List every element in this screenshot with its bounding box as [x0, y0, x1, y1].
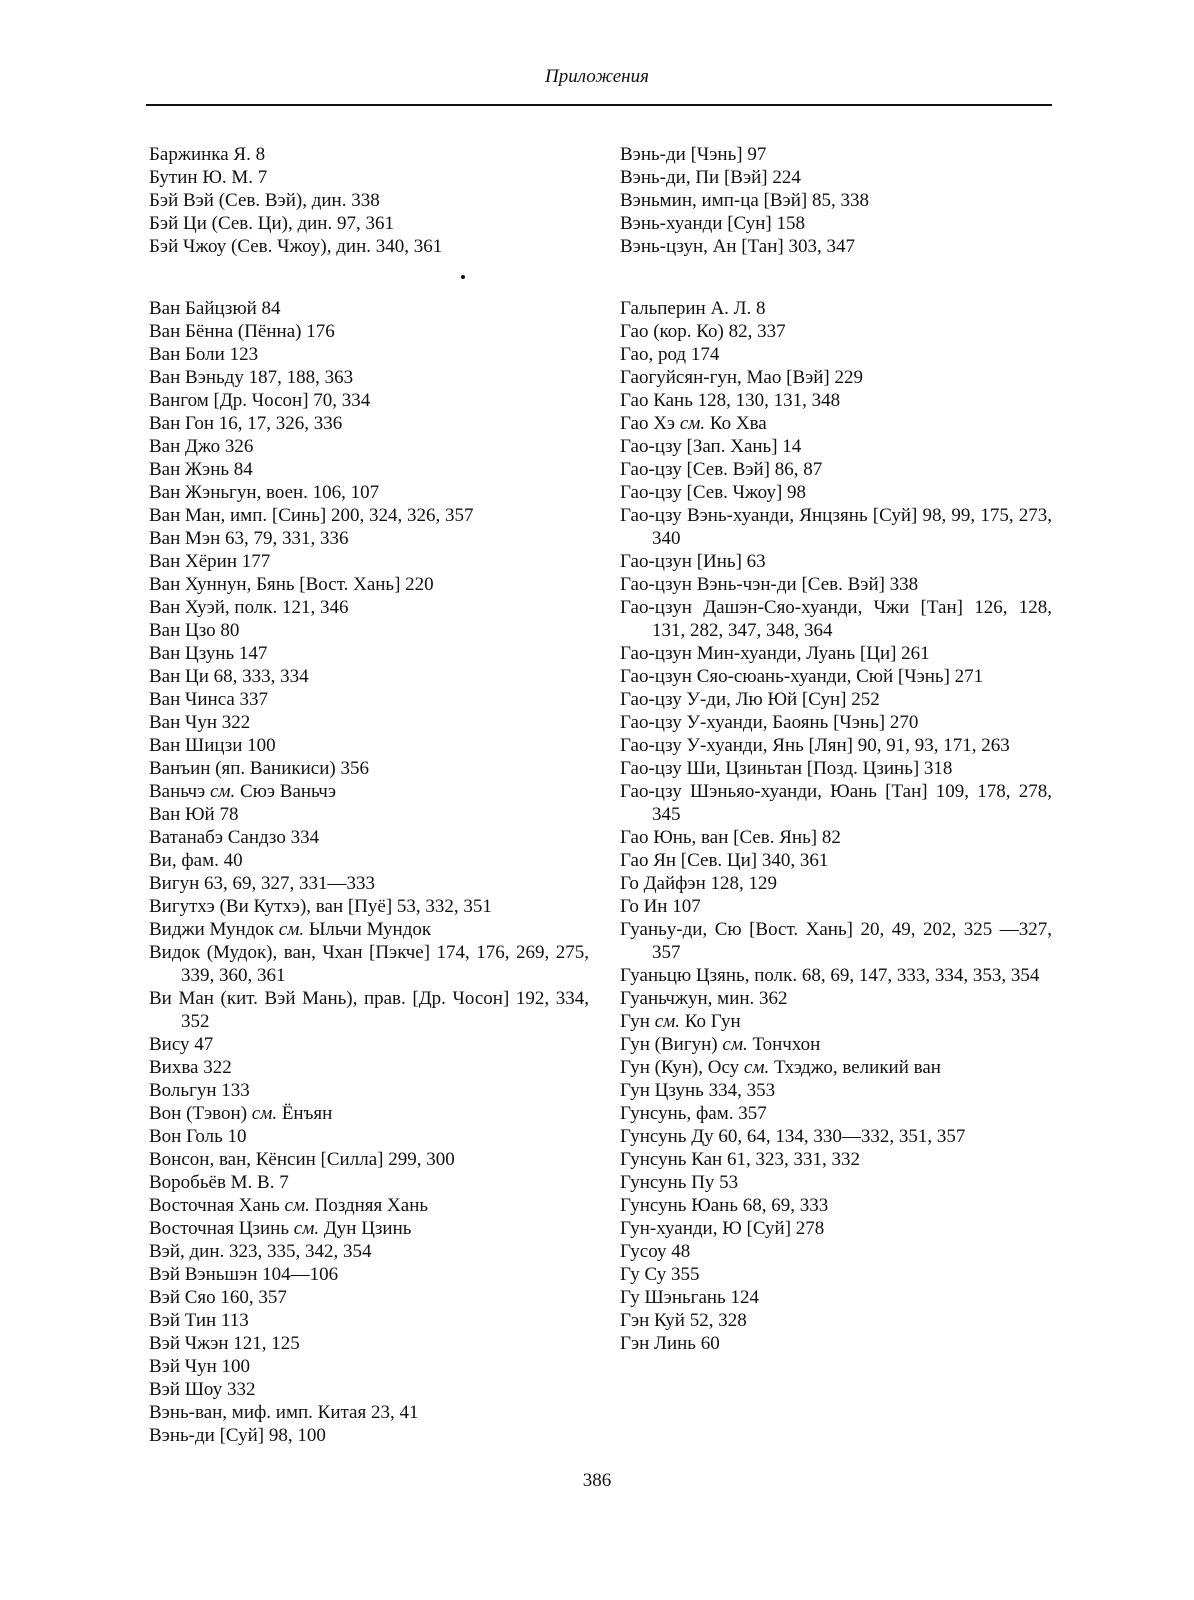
- index-entry: Ван Хуннун, Бянь [Вост. Хань] 220: [149, 574, 434, 595]
- index-entry: Го Дайфэн 128, 129: [620, 873, 778, 894]
- index-entry: Видок (Мудок), ван, Чхан [Пэкче] 174, 176, 269, 275, 339, 360, 361: [149, 942, 589, 986]
- index-entry: Ван Чун 322: [149, 712, 251, 733]
- index-entry: Ван Цзунь 147: [149, 643, 268, 664]
- index-entry: Ван Ци 68, 333, 334: [149, 666, 309, 687]
- index-entry: Вэнь-ди, Пи [Вэй] 224: [620, 167, 801, 188]
- index-entry: Гао Кань 128, 130, 131, 348: [620, 390, 841, 411]
- index-entry: Вон (Тэвон) см. Ёнъян: [149, 1103, 333, 1124]
- index-entry: Гао (кор. Ко) 82, 337: [620, 321, 786, 342]
- index-entry: Ван Гон 16, 17, 326, 336: [149, 413, 343, 434]
- index-entry: Гао-цзу У-хуанди, Янь [Лян] 90, 91, 93, 171, 263: [620, 735, 1010, 756]
- index-entry: Гуаньчжун, мин. 362: [620, 988, 788, 1009]
- index-entry: Гао, род 174: [620, 344, 720, 365]
- left-column-block-2: [149, 297, 589, 1447]
- index-entry: Ван Жэнь 84: [149, 459, 253, 480]
- index-entry: Гун Цзунь 334, 353: [620, 1080, 776, 1101]
- index-entry: Воробьёв М. В. 7: [149, 1172, 289, 1193]
- index-entry: Ван Юй 78: [149, 804, 239, 825]
- stray-dot: [461, 275, 465, 279]
- index-entry: Гао-цзу Шэньяо-хуанди, Юань [Тан] 109, 178, 278, 345: [620, 781, 1052, 825]
- index-entry: Вэнь-ди [Суй] 98, 100: [149, 1425, 326, 1446]
- index-entry: Гао-цзун Дашэн-Сяо-хуанди, Чжи [Тан] 126, 128, 131, 282, 347, 348, 364: [620, 597, 1052, 641]
- right-column: [620, 143, 1052, 258]
- index-entry: Вэньмин, имп-ца [Вэй] 85, 338: [620, 190, 869, 211]
- right-block-1: [620, 143, 1052, 258]
- index-entry: Ви, фам. 40: [149, 850, 243, 871]
- index-entry: Вэнь-цзун, Ан [Тан] 303, 347: [620, 236, 855, 257]
- index-entry: Гао-цзу [Зап. Хань] 14: [620, 436, 802, 457]
- index-entry: Гэн Куй 52, 328: [620, 1310, 747, 1331]
- index-entry: Гун (Вигун) см. Тончхон: [620, 1034, 821, 1055]
- index-entry: Гао-цзун [Инь] 63: [620, 551, 766, 572]
- header-rule: [146, 104, 1052, 106]
- index-entry: Ван Бённа (Пённа) 176: [149, 321, 335, 342]
- index-entry: Гао-цзу Ши, Цзиньтан [Позд. Цзинь] 318: [620, 758, 953, 779]
- index-entry: Ван Джо 326: [149, 436, 254, 457]
- index-entry: Ван Хуэй, полк. 121, 346: [149, 597, 349, 618]
- index-entry: Гао Хэ см. Ко Хва: [620, 413, 767, 434]
- index-entry: Вонсон, ван, Кёнсин [Силла] 299, 300: [149, 1149, 455, 1170]
- index-entry: Гао-цзу У-хуанди, Баоянь [Чэнь] 270: [620, 712, 919, 733]
- index-entry: Гао-цзу У-ди, Лю Юй [Сун] 252: [620, 689, 880, 710]
- right-block-2: [620, 297, 1052, 1355]
- index-entry: Вэй Сяо 160, 357: [149, 1287, 287, 1308]
- index-entry: Ваньчэ см. Сюэ Ваньчэ: [149, 781, 336, 802]
- index-entry: Виджи Мундок см. Ыльчи Мундок: [149, 919, 432, 940]
- index-entry: Ван Цзо 80: [149, 620, 240, 641]
- index-entry: Ван Вэньду 187, 188, 363: [149, 367, 354, 388]
- index-entry: Вэй Чун 100: [149, 1356, 251, 1377]
- index-entry: Бэй Вэй (Сев. Вэй), дин. 338: [149, 190, 380, 211]
- index-entry: Ван Ман, имп. [Синь] 200, 324, 326, 357: [149, 505, 474, 526]
- index-entry: Вихва 322: [149, 1057, 232, 1078]
- index-entry: Вису 47: [149, 1034, 214, 1055]
- index-entry: Бэй Чжоу (Сев. Чжоу), дин. 340, 361: [149, 236, 443, 257]
- index-entry: Гао Ян [Сев. Ци] 340, 361: [620, 850, 829, 871]
- left-block-1: [149, 143, 589, 258]
- index-entry: Вигун 63, 69, 327, 331—333: [149, 873, 376, 894]
- index-entry: Ван Чинса 337: [149, 689, 269, 710]
- index-entry: Гао Юнь, ван [Сев. Янь] 82: [620, 827, 841, 848]
- index-entry: Вигутхэ (Ви Кутхэ), ван [Пуё] 53, 332, 351: [149, 896, 492, 917]
- index-entry: Ван Мэн 63, 79, 331, 336: [149, 528, 349, 549]
- index-entry: Гао-цзу [Сев. Чжоу] 98: [620, 482, 807, 503]
- index-entry: Вэнь-хуанди [Сун] 158: [620, 213, 805, 234]
- index-entry: Ван Хёрин 177: [149, 551, 271, 572]
- index-entry: Гао-цзун Мин-хуанди, Луань [Ци] 261: [620, 643, 930, 664]
- index-entry: Бутин Ю. М. 7: [149, 167, 268, 188]
- index-entry: Гао-цзун Сяо-сюань-хуанди, Сюй [Чэнь] 271: [620, 666, 984, 687]
- index-entry: Ванъин (яп. Ваникиси) 356: [149, 758, 369, 779]
- index-entry: Вангом [Др. Чосон] 70, 334: [149, 390, 371, 411]
- index-entry: Ван Шицзи 100: [149, 735, 276, 756]
- index-entry: Гаогуйсян-гун, Мао [Вэй] 229: [620, 367, 864, 388]
- index-entry: Баржинка Я. 8: [149, 144, 266, 165]
- index-entry: Бэй Ци (Сев. Ци), дин. 97, 361: [149, 213, 394, 234]
- index-entry: Гунсунь Юань 68, 69, 333: [620, 1195, 829, 1216]
- index-entry: Вэй Шоу 332: [149, 1379, 256, 1400]
- index-entry: Вэнь-ван, миф. имп. Китая 23, 41: [149, 1402, 419, 1423]
- page-number: 386: [582, 1470, 612, 1491]
- index-entry: Гао-цзу Вэнь-хуанди, Янцзянь [Суй] 98, 99, 175, 273, 340: [620, 505, 1052, 549]
- index-entry: Гунсунь Пу 53: [620, 1172, 739, 1193]
- index-entry: Ван Байцзюй 84: [149, 298, 281, 319]
- index-entry: Вэй Чжэн 121, 125: [149, 1333, 300, 1354]
- index-entry: Ви Ман (кит. Вэй Мань), прав. [Др. Чосон] 192, 334, 352: [149, 988, 589, 1032]
- running-header: Приложения: [545, 66, 649, 87]
- index-entry: Гун-хуанди, Ю [Суй] 278: [620, 1218, 825, 1239]
- index-entry: Ван Боли 123: [149, 344, 259, 365]
- index-entry: Гу Су 355: [620, 1264, 700, 1285]
- index-entry: Вольгун 133: [149, 1080, 250, 1101]
- index-entry: Гао-цзу [Сев. Вэй] 86, 87: [620, 459, 823, 480]
- index-entry: Гусоу 48: [620, 1241, 691, 1262]
- index-entry: Гунсунь, фам. 357: [620, 1103, 767, 1124]
- index-entry: Гуаньцю Цзянь, полк. 68, 69, 147, 333, 334, 353, 354: [620, 965, 1040, 986]
- index-entry: Ватанабэ Сандзо 334: [149, 827, 320, 848]
- index-entry: Гунсунь Кан 61, 323, 331, 332: [620, 1149, 860, 1170]
- index-entry: Гуаньу-ди, Сю [Вост. Хань] 20, 49, 202, 325 —327, 357: [620, 919, 1052, 963]
- index-entry: Ван Жэньгун, воен. 106, 107: [149, 482, 380, 503]
- index-entry: Гун (Кун), Осу см. Тхэджо, великий ван: [620, 1057, 941, 1078]
- index-entry: Вэй Вэньшэн 104—106: [149, 1264, 339, 1285]
- index-entry: Восточная Хань см. Поздняя Хань: [149, 1195, 429, 1216]
- index-entry: Вон Голь 10: [149, 1126, 247, 1147]
- index-entry: Гао-цзун Вэнь-чэн-ди [Сев. Вэй] 338: [620, 574, 919, 595]
- index-entry: Гу Шэньгань 124: [620, 1287, 759, 1308]
- index-entry: Гэн Линь 60: [620, 1333, 720, 1354]
- index-entry: Вэнь-ди [Чэнь] 97: [620, 144, 767, 165]
- right-column-block-2: [620, 297, 1052, 1355]
- index-entry: Восточная Цзинь см. Дун Цзинь: [149, 1218, 412, 1239]
- index-entry: Вэй, дин. 323, 335, 342, 354: [149, 1241, 372, 1262]
- index-entry: Гун см. Ко Гун: [620, 1011, 741, 1032]
- index-entry: Вэй Тин 113: [149, 1310, 249, 1331]
- index-entry: Го Ин 107: [620, 896, 701, 917]
- left-column: [149, 143, 589, 258]
- index-entry: Гунсунь Ду 60, 64, 134, 330—332, 351, 357: [620, 1126, 966, 1147]
- left-block-2: [149, 297, 589, 1447]
- index-entry: Гальперин А. Л. 8: [620, 298, 766, 319]
